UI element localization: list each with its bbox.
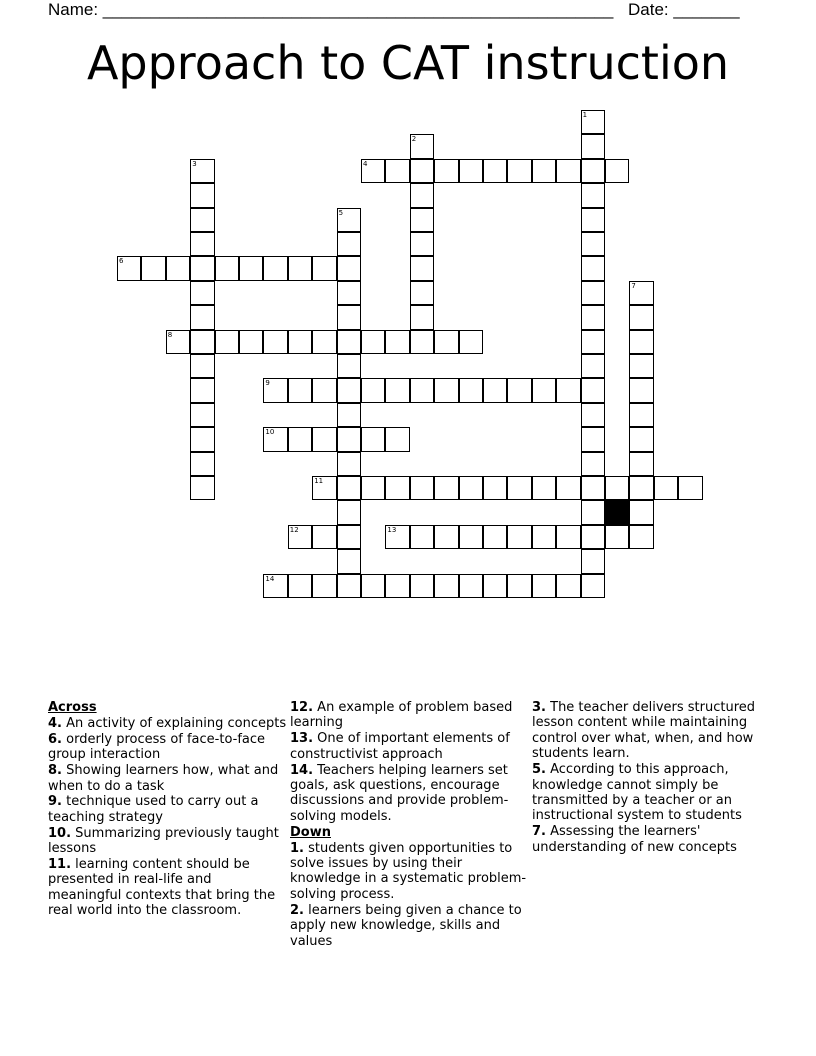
crossword-cell[interactable] xyxy=(215,330,239,354)
crossword-cell[interactable] xyxy=(190,256,214,280)
crossword-cell[interactable] xyxy=(483,378,507,402)
crossword-cell[interactable] xyxy=(312,330,336,354)
clue-number: 1 xyxy=(582,111,588,119)
crossword-cell[interactable] xyxy=(337,305,361,329)
crossword-cell[interactable] xyxy=(410,476,434,500)
crossword-cell[interactable] xyxy=(483,159,507,183)
crossword-cell[interactable] xyxy=(581,403,605,427)
clue-number: 10 xyxy=(265,428,275,437)
clue-item xyxy=(290,731,530,762)
clue-number: 11 xyxy=(314,477,324,485)
clue-item xyxy=(48,763,288,794)
crossword-cell[interactable] xyxy=(337,403,361,427)
clues-column-1 xyxy=(48,700,288,919)
crossword-cell[interactable] xyxy=(410,330,434,354)
clue-text: Teachers helping learners set goals, ask questions, encourage discussions and provide problem-solving models. xyxy=(290,762,509,824)
crossword-cell[interactable] xyxy=(459,378,483,402)
crossword-cell[interactable] xyxy=(190,232,214,256)
crossword-cell[interactable] xyxy=(410,281,434,305)
crossword-cell[interactable] xyxy=(581,330,605,354)
crossword-cell[interactable] xyxy=(410,134,434,158)
clue-number: 13 xyxy=(387,525,397,534)
crossword-cell[interactable] xyxy=(629,403,653,427)
crossword-cell[interactable] xyxy=(190,159,214,183)
crossword-cell[interactable] xyxy=(410,256,434,280)
crossword-cell[interactable] xyxy=(459,476,483,500)
crossword-cell[interactable] xyxy=(410,183,434,207)
crossword-cell[interactable] xyxy=(190,330,214,354)
crossword-cell[interactable] xyxy=(581,354,605,378)
crossword-cell[interactable] xyxy=(581,232,605,256)
crossword-cell[interactable] xyxy=(263,256,287,280)
crossword-cell[interactable] xyxy=(629,378,653,402)
crossword-cell[interactable] xyxy=(385,330,409,354)
clue-number-label: 11. xyxy=(48,857,72,873)
clue-number: 6 xyxy=(119,257,124,266)
crossword-cell[interactable] xyxy=(434,476,458,500)
crossword-cell[interactable] xyxy=(556,525,580,549)
crossword-cell[interactable] xyxy=(410,208,434,232)
crossword-cell[interactable] xyxy=(581,525,605,549)
crossword-cell[interactable] xyxy=(215,256,239,280)
clue-number: 9 xyxy=(265,379,270,388)
crossword-cell[interactable] xyxy=(434,330,458,354)
clue-text: learning content should be presented in real-life and meaningful contexts that bring the real world into the classroom. xyxy=(48,857,276,919)
crossword-cell[interactable] xyxy=(629,330,653,354)
clues-column-2 xyxy=(290,700,530,950)
crossword-cell[interactable] xyxy=(581,159,605,183)
crossword-cell[interactable] xyxy=(532,378,556,402)
page-title: Approach to CAT instruction xyxy=(86,36,730,90)
clue-number: 3 xyxy=(192,159,197,168)
crossword-cell[interactable] xyxy=(166,330,190,354)
crossword-cell[interactable] xyxy=(361,159,385,183)
crossword-cell[interactable] xyxy=(629,500,653,524)
crossword-cell[interactable] xyxy=(556,476,580,500)
crossword-cell[interactable] xyxy=(263,378,287,402)
crossword-cell[interactable] xyxy=(581,427,605,451)
crossword-cell[interactable] xyxy=(434,525,458,549)
crossword-cell[interactable] xyxy=(190,281,214,305)
crossword-cell[interactable] xyxy=(581,500,605,524)
clue-item xyxy=(48,857,288,919)
crossword-cell[interactable] xyxy=(532,574,556,598)
crossword-cell[interactable] xyxy=(459,330,483,354)
clue-text: Showing learners how, what and when to do a task xyxy=(48,763,279,794)
clue-item xyxy=(48,716,288,731)
crossword-cell[interactable] xyxy=(507,574,531,598)
crossword-cell[interactable] xyxy=(629,305,653,329)
clue-text: Assessing the learners' understanding of new concepts xyxy=(532,824,737,855)
crossword-cell[interactable] xyxy=(337,476,361,500)
clue-number-label: 6. xyxy=(48,731,62,747)
clue-number: 5 xyxy=(338,208,344,217)
crossword-cell[interactable] xyxy=(288,256,312,280)
crossword-cell[interactable] xyxy=(312,525,336,549)
crossword-cell[interactable] xyxy=(581,208,605,232)
clue-number-label: 7. xyxy=(532,824,546,840)
crossword-cell[interactable] xyxy=(459,159,483,183)
clue-item xyxy=(290,763,530,825)
crossword-cell[interactable] xyxy=(629,452,653,476)
clue-number-label: 2. xyxy=(290,902,304,918)
clue-number-label: 13. xyxy=(290,731,314,747)
crossword-cell[interactable] xyxy=(337,354,361,378)
crossword-cell[interactable] xyxy=(263,427,287,451)
crossword-cell[interactable] xyxy=(190,452,214,476)
crossword-cell[interactable] xyxy=(532,159,556,183)
crossword-cell[interactable] xyxy=(385,476,409,500)
crossword-cell[interactable] xyxy=(581,574,605,598)
clue-number-label: 5. xyxy=(532,762,546,778)
clue-number: 7 xyxy=(631,281,636,290)
clue-number: 12 xyxy=(289,525,299,534)
crossword-cell[interactable] xyxy=(385,574,409,598)
crossword-cell[interactable] xyxy=(385,427,409,451)
clue-number-label: 12. xyxy=(290,700,314,715)
crossword-cell[interactable] xyxy=(312,574,336,598)
crossword-cell[interactable] xyxy=(581,549,605,573)
crossword-cell[interactable] xyxy=(459,525,483,549)
crossword-cell[interactable] xyxy=(337,549,361,573)
clue-text: According to this approach, knowledge cannot simply be transmitted by a teacher or an instructional system to students xyxy=(532,762,742,824)
crossword-cell[interactable] xyxy=(410,305,434,329)
clue-number-label: 4. xyxy=(48,715,62,731)
clue-number-label: 14. xyxy=(290,762,314,778)
clue-item xyxy=(290,903,530,949)
crossword-cell[interactable] xyxy=(605,525,629,549)
crossword-cell[interactable] xyxy=(629,354,653,378)
crossword-cell[interactable] xyxy=(312,378,336,402)
clues-column-3 xyxy=(532,700,772,856)
crossword-cell[interactable] xyxy=(312,476,336,500)
crossword-cell[interactable] xyxy=(605,159,629,183)
crossword-cell[interactable] xyxy=(288,378,312,402)
crossword-cell[interactable] xyxy=(361,476,385,500)
crossword-cell[interactable] xyxy=(337,208,361,232)
clue-number: 4 xyxy=(363,159,368,168)
crossword-cell[interactable] xyxy=(190,183,214,207)
clue-number-label: 3. xyxy=(532,700,546,715)
clue-number-label: 9. xyxy=(48,794,62,810)
clue-text: technique used to carry out a teaching strategy xyxy=(48,794,259,825)
crossword-cell[interactable] xyxy=(629,476,653,500)
crossword-cell[interactable] xyxy=(361,427,385,451)
clue-item xyxy=(290,700,530,731)
crossword-cell[interactable] xyxy=(190,476,214,500)
clue-text: An example of problem based learning xyxy=(290,700,513,731)
crossword-cell[interactable] xyxy=(556,378,580,402)
clue-number-label: 8. xyxy=(48,763,62,779)
clue-text: The teacher delivers structured lesson content while maintaining control over what, when, and how students learn. xyxy=(532,700,756,762)
crossword-cell[interactable] xyxy=(337,281,361,305)
crossword-cell[interactable] xyxy=(239,330,263,354)
crossword-cell[interactable] xyxy=(507,378,531,402)
crossword-cell[interactable] xyxy=(507,476,531,500)
crossword-cell[interactable] xyxy=(190,403,214,427)
crossword-cell[interactable] xyxy=(581,183,605,207)
clue-number-label: 10. xyxy=(48,825,72,841)
clue-text: One of important elements of constructivist approach xyxy=(290,731,510,762)
clue-item xyxy=(48,794,288,825)
crossword-cell[interactable] xyxy=(190,208,214,232)
crossword-cell[interactable] xyxy=(483,476,507,500)
crossword-cell[interactable] xyxy=(337,525,361,549)
clue-item xyxy=(48,826,288,857)
crossword-cell[interactable] xyxy=(337,232,361,256)
crossword-cell[interactable] xyxy=(166,256,190,280)
crossword-cell[interactable] xyxy=(337,256,361,280)
crossword-cell[interactable] xyxy=(337,330,361,354)
crossword-cell[interactable] xyxy=(581,134,605,158)
crossword-cell[interactable] xyxy=(337,452,361,476)
crossword-cell[interactable] xyxy=(581,452,605,476)
clue-text: orderly process of face-to-face group interaction xyxy=(48,731,266,763)
crossword-cell[interactable] xyxy=(532,476,556,500)
section-heading: Across xyxy=(48,700,97,715)
clue-number: 14 xyxy=(265,574,275,583)
crossword-cell[interactable] xyxy=(434,574,458,598)
name-field[interactable]: Name: ______________________________________________________ xyxy=(48,0,614,19)
clue-number: 8 xyxy=(167,330,173,339)
clue-number-label: 1. xyxy=(290,840,304,856)
crossword-cell[interactable] xyxy=(288,574,312,598)
clue-item xyxy=(532,762,772,824)
crossword-cell[interactable] xyxy=(190,427,214,451)
crossword-cell[interactable] xyxy=(385,378,409,402)
crossword-cell[interactable] xyxy=(410,525,434,549)
crossword-cell[interactable] xyxy=(190,378,214,402)
date-field[interactable]: Date: _______ xyxy=(628,0,740,19)
crossword-cell[interactable] xyxy=(629,427,653,451)
crossword-cell[interactable] xyxy=(361,378,385,402)
crossword-cell[interactable] xyxy=(410,159,434,183)
clue-item xyxy=(290,841,530,903)
crossword-cell[interactable] xyxy=(410,574,434,598)
crossword-cell[interactable] xyxy=(337,427,361,451)
crossword-cell[interactable] xyxy=(629,525,653,549)
crossword-cell[interactable] xyxy=(581,378,605,402)
crossword-cell[interactable] xyxy=(581,476,605,500)
crossword-cell[interactable] xyxy=(190,305,214,329)
crossword-cell[interactable] xyxy=(288,427,312,451)
crossword-cell[interactable] xyxy=(141,256,165,280)
crossword-cell[interactable] xyxy=(678,476,702,500)
crossword-cell[interactable] xyxy=(581,281,605,305)
crossword-cell[interactable] xyxy=(263,330,287,354)
crossword-cell[interactable] xyxy=(337,500,361,524)
crossword-cell[interactable] xyxy=(312,256,336,280)
crossword-cell[interactable] xyxy=(483,525,507,549)
crossword-cell[interactable] xyxy=(385,159,409,183)
crossword-cell[interactable] xyxy=(556,159,580,183)
crossword-cell[interactable] xyxy=(410,232,434,256)
crossword-cell[interactable] xyxy=(410,378,434,402)
crossword-cell[interactable] xyxy=(239,256,263,280)
crossword-cell[interactable] xyxy=(190,354,214,378)
crossword-cell[interactable] xyxy=(629,281,653,305)
crossword-cell[interactable] xyxy=(434,378,458,402)
crossword-cell[interactable] xyxy=(117,256,141,280)
crossword-cell[interactable] xyxy=(361,574,385,598)
black-square xyxy=(605,500,629,524)
crossword-cell[interactable] xyxy=(581,110,605,134)
crossword-cell[interactable] xyxy=(654,476,678,500)
crossword-cell[interactable] xyxy=(507,525,531,549)
clue-item xyxy=(48,732,288,763)
crossword-cell[interactable] xyxy=(337,378,361,402)
clue-item xyxy=(532,824,772,855)
clue-item xyxy=(532,700,772,762)
crossword-cell[interactable] xyxy=(288,525,312,549)
crossword-cell[interactable] xyxy=(605,476,629,500)
crossword-cell[interactable] xyxy=(361,330,385,354)
crossword-cell[interactable] xyxy=(459,574,483,598)
crossword-cell[interactable] xyxy=(337,574,361,598)
crossword-cell[interactable] xyxy=(385,525,409,549)
clue-text: Summarizing previously taught lessons xyxy=(48,825,279,857)
crossword-cell[interactable] xyxy=(312,427,336,451)
crossword-cell[interactable] xyxy=(581,256,605,280)
crossword-cell[interactable] xyxy=(581,305,605,329)
crossword-cell[interactable] xyxy=(434,159,458,183)
crossword-cell[interactable] xyxy=(483,574,507,598)
clue-text: An activity of explaining concepts xyxy=(66,715,287,731)
clue-text: learners being given a chance to apply new knowledge, skills and values xyxy=(290,902,522,949)
crossword-cell[interactable] xyxy=(288,330,312,354)
crossword-cell[interactable] xyxy=(556,574,580,598)
crossword-cell[interactable] xyxy=(532,525,556,549)
clue-text: students given opportunities to solve issues by using their knowledge in a systematic problem-solving process. xyxy=(290,840,527,902)
clue-number: 2 xyxy=(411,135,417,144)
crossword-cell[interactable] xyxy=(263,574,287,598)
section-heading: Down xyxy=(290,824,331,840)
crossword-cell[interactable] xyxy=(507,159,531,183)
